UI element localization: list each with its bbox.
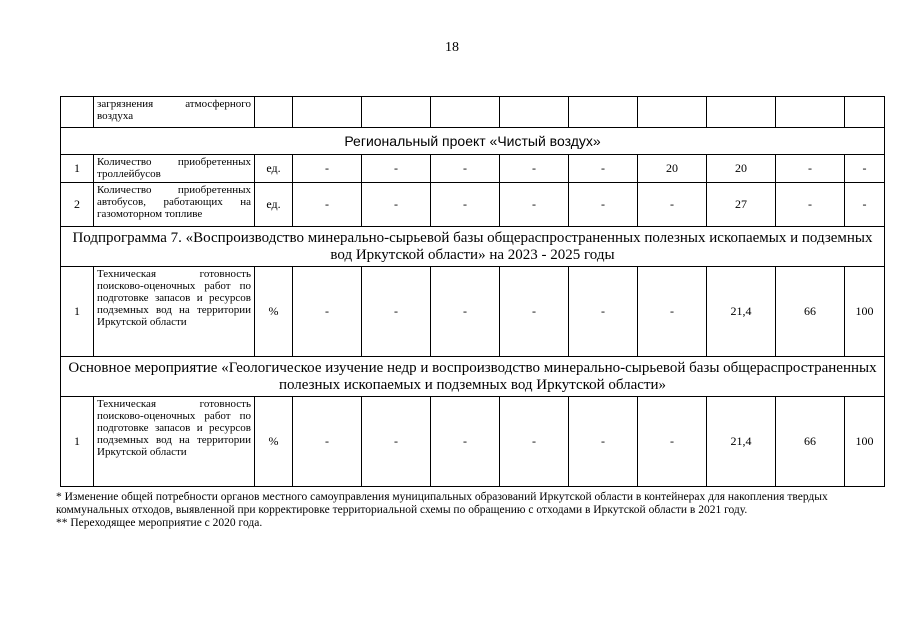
value-cell	[845, 97, 885, 128]
row-number-cell	[61, 97, 94, 128]
unit-cell: %	[255, 397, 293, 487]
unit-cell: ед.	[255, 155, 293, 183]
value-cell: -	[845, 183, 885, 227]
value-cell	[569, 97, 638, 128]
section-heading: Подпрограмма 7. «Воспроизводство минерально-сырьевой базы общераспространенных полезных ископаемых и подземных вод Иркутской области» на 2023 - 2025 годы	[61, 227, 885, 267]
value-cell	[500, 97, 569, 128]
value-cell: -	[362, 183, 431, 227]
value-cell: -	[776, 155, 845, 183]
table-row	[61, 267, 885, 357]
section-heading: Региональный проект «Чистый воздух»	[61, 128, 885, 155]
value-cell: -	[293, 155, 362, 183]
value-cell: -	[293, 183, 362, 227]
unit-cell: %	[255, 267, 293, 357]
value-cell: -	[431, 155, 500, 183]
value-cell: -	[431, 397, 500, 487]
value-cell: 66	[776, 267, 845, 357]
indicator-cell: Техническая готовность поисково-оценочных работ по подготовке запасов и ресурсов подземных вод на территории Иркутской области	[94, 267, 255, 357]
unit-cell: ед.	[255, 183, 293, 227]
value-cell: -	[569, 267, 638, 357]
value-cell	[776, 97, 845, 128]
value-cell: -	[569, 397, 638, 487]
value-cell: 100	[845, 267, 885, 357]
value-cell: -	[569, 183, 638, 227]
value-cell: -	[500, 183, 569, 227]
section-row	[61, 357, 885, 397]
value-cell: -	[362, 155, 431, 183]
value-cell: -	[293, 267, 362, 357]
value-cell: -	[431, 183, 500, 227]
footnote-1: * Изменение общей потребности органов местного самоуправления муниципальных образований Иркутской области в контейнерах для накопления твердых коммунальных отходов, выявленной при корректировке территориальной схемы по обращению с отходами в Иркутской области в 2021 году.	[56, 491, 828, 516]
indicators-table	[60, 96, 885, 487]
table-row	[61, 397, 885, 487]
table-row-top	[61, 97, 885, 128]
unit-cell	[255, 97, 293, 128]
value-cell: 66	[776, 397, 845, 487]
section-row	[61, 128, 885, 155]
value-cell: 27	[707, 183, 776, 227]
value-cell: -	[500, 155, 569, 183]
value-cell	[707, 97, 776, 128]
value-cell	[293, 97, 362, 128]
value-cell: -	[293, 397, 362, 487]
value-cell: -	[500, 267, 569, 357]
row-number-cell: 1	[61, 267, 94, 357]
indicator-cell: Количество приобретенных троллейбусов	[94, 155, 255, 183]
value-cell	[362, 97, 431, 128]
row-number-cell: 1	[61, 397, 94, 487]
value-cell: 20	[638, 155, 707, 183]
value-cell: -	[638, 267, 707, 357]
value-cell: 100	[845, 397, 885, 487]
value-cell: 21,4	[707, 397, 776, 487]
value-cell: 21,4	[707, 267, 776, 357]
table-row	[61, 183, 885, 227]
row-number-cell: 1	[61, 155, 94, 183]
value-cell: -	[362, 267, 431, 357]
value-cell: -	[431, 267, 500, 357]
value-cell	[431, 97, 500, 128]
section-heading: Основное мероприятие «Геологическое изучение недр и воспроизводство минерально-сырьевой базы общераспространенных полезных ископаемых и подземных вод Иркутской области»	[61, 357, 885, 397]
row-number-cell: 2	[61, 183, 94, 227]
table-row	[61, 155, 885, 183]
value-cell: -	[845, 155, 885, 183]
value-cell: -	[569, 155, 638, 183]
section-row	[61, 227, 885, 267]
page-number: 18	[445, 40, 459, 55]
value-cell	[638, 97, 707, 128]
value-cell: 20	[707, 155, 776, 183]
value-cell: -	[500, 397, 569, 487]
value-cell: -	[638, 397, 707, 487]
footnotes	[56, 491, 882, 530]
indicator-cell: Количество приобретенных автобусов, работающих на газомоторном топливе	[94, 183, 255, 227]
indicator-cell: Техническая готовность поисково-оценочных работ по подготовке запасов и ресурсов подземных вод на территории Иркутской области	[94, 397, 255, 487]
footnote-2: ** Переходящее мероприятие с 2020 года.	[56, 517, 263, 529]
value-cell: -	[362, 397, 431, 487]
value-cell: -	[776, 183, 845, 227]
value-cell: -	[638, 183, 707, 227]
indicator-cell: загрязнения атмосферного воздуха	[94, 97, 255, 128]
